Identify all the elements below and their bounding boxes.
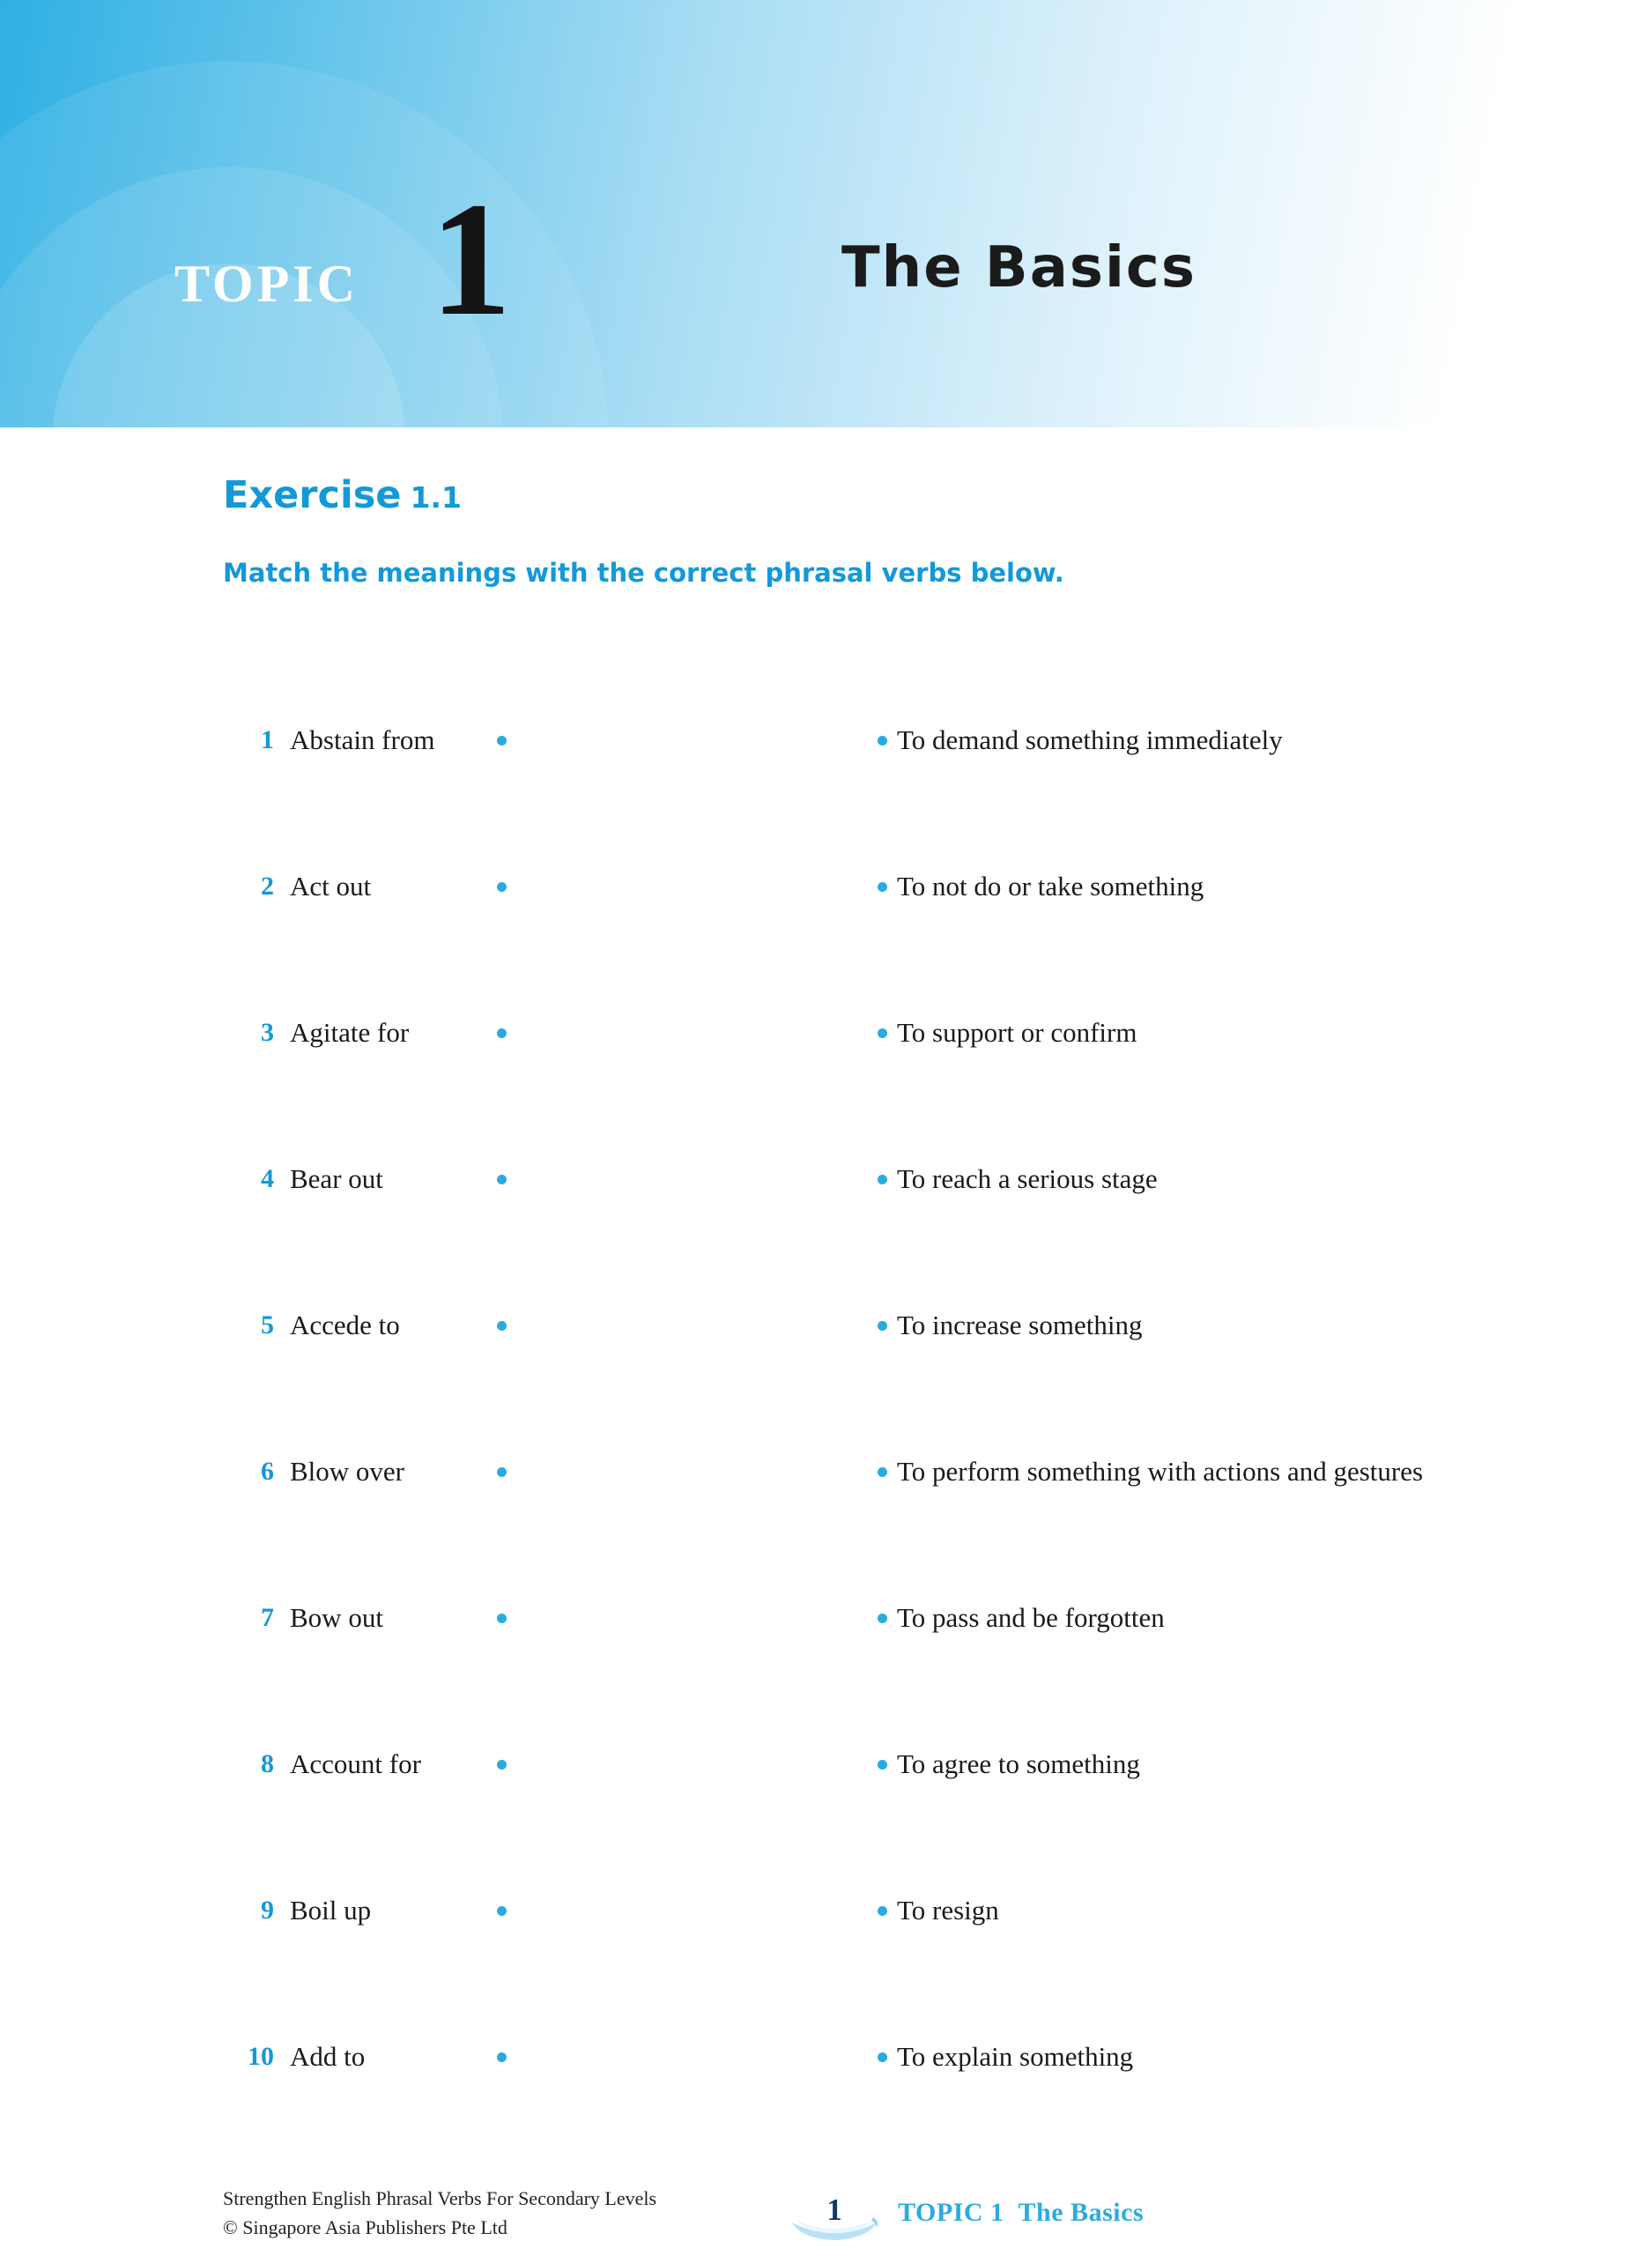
left-match-dot-icon [497, 1321, 507, 1331]
left-match-dot-icon [497, 1028, 507, 1038]
right-match-dot-icon [878, 1175, 887, 1184]
footer-page-marker [789, 2191, 1144, 2242]
phrasal-verb-text: Agitate for [290, 1016, 410, 1048]
meaning-text: To resign [897, 1894, 999, 1926]
left-match-dot-icon [497, 1467, 507, 1477]
right-match-dot-icon [878, 1321, 887, 1331]
right-match-dot-icon [878, 1028, 887, 1038]
exercise-instructions: Match the meanings with the correct phrasal verbs below. [223, 558, 1064, 588]
left-match-dot-icon [497, 1906, 507, 1916]
item-number: 10 [248, 2041, 274, 2071]
item-number: 7 [261, 1602, 274, 1632]
item-number: 2 [261, 871, 274, 901]
exercise-heading-number: 1.1 [410, 480, 462, 515]
left-match-dot-icon [497, 1614, 507, 1623]
item-number: 4 [261, 1163, 274, 1193]
footer-topic-label: TOPIC 1 [898, 2197, 1004, 2227]
topic-title: The Basics [841, 235, 1196, 301]
page-number: 1 [826, 2192, 842, 2227]
right-match-dot-icon [878, 1614, 887, 1623]
left-match-dot-icon [497, 882, 507, 892]
topic-label: TOPIC [174, 255, 359, 313]
match-row [223, 2037, 1520, 2076]
right-match-dot-icon [878, 1906, 887, 1916]
left-match-dot-icon [497, 1175, 507, 1184]
footer-topic-reference [898, 2198, 1144, 2235]
page-number-badge [789, 2191, 880, 2242]
item-number: 8 [261, 1748, 274, 1778]
left-match-dot-icon [497, 736, 507, 746]
credit-line-2: © Singapore Asia Publishers Pte Ltd [223, 2215, 507, 2238]
meaning-text: To not do or take something [897, 870, 1204, 902]
item-number: 9 [261, 1895, 274, 1925]
phrasal-verb-text: Bow out [290, 1601, 383, 1633]
item-number: 3 [261, 1017, 274, 1047]
exercise-content [0, 427, 1652, 2184]
phrasal-verb-text: Add to [290, 2040, 366, 2072]
match-row [223, 1306, 1520, 1345]
topic-number: 1 [430, 169, 512, 350]
meaning-text: To support or confirm [897, 1016, 1137, 1048]
page-footer [0, 2184, 1652, 2256]
item-number: 1 [261, 724, 274, 754]
right-match-dot-icon [878, 2052, 887, 2062]
item-number: 6 [261, 1456, 274, 1486]
meaning-text: To perform something with actions and gestures [897, 1455, 1424, 1487]
topic-header-banner [0, 0, 1652, 427]
exercise-heading [223, 473, 1520, 517]
phrasal-verb-text: Bear out [290, 1162, 383, 1194]
left-match-dot-icon [497, 1760, 507, 1770]
meaning-text: To pass and be forgotten [897, 1601, 1165, 1633]
phrasal-verb-text: Accede to [290, 1309, 400, 1340]
meaning-text: To reach a serious stage [897, 1162, 1158, 1194]
meaning-text: To agree to something [897, 1748, 1140, 1779]
phrasal-verb-text: Blow over [290, 1455, 405, 1487]
right-match-dot-icon [878, 882, 887, 892]
match-row [223, 721, 1520, 760]
right-match-dot-icon [878, 736, 887, 746]
match-row [223, 1013, 1520, 1052]
right-match-dot-icon [878, 1467, 887, 1477]
match-row [223, 1891, 1520, 1930]
publisher-credit [223, 2184, 656, 2242]
credit-line-1: Strengthen English Phrasal Verbs For Secondary Levels [223, 2186, 657, 2209]
exercise-heading-label: Exercise [223, 473, 402, 517]
match-row [223, 1599, 1520, 1637]
phrasal-verb-text: Account for [290, 1748, 421, 1779]
footer-topic-title: The Basics [1018, 2197, 1145, 2227]
match-row [223, 867, 1520, 906]
right-match-dot-icon [878, 1760, 887, 1770]
item-number: 5 [261, 1310, 274, 1340]
phrasal-verb-text: Abstain from [290, 724, 435, 755]
meaning-text: To demand something immediately [897, 724, 1283, 755]
phrasal-verb-text: Boil up [290, 1894, 372, 1926]
match-row [223, 1160, 1520, 1198]
match-row [223, 1745, 1520, 1784]
phrasal-verb-text: Act out [290, 870, 372, 902]
meaning-text: To increase something [897, 1309, 1143, 1340]
matching-exercise-list [223, 721, 1520, 2076]
meaning-text: To explain something [897, 2040, 1134, 2072]
left-match-dot-icon [497, 2052, 507, 2062]
match-row [223, 1452, 1520, 1491]
